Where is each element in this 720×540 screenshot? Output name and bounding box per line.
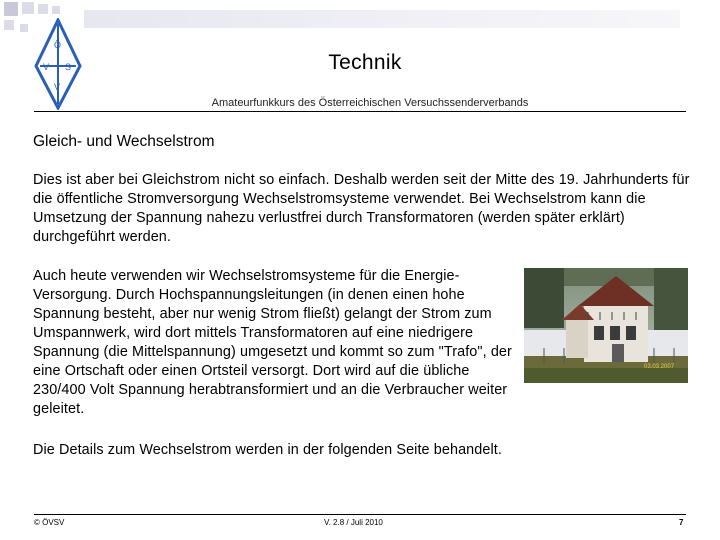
paragraph-supply: Auch heute verwenden wir Wechselstromsysteme für die Energie-Versorgung. Durch Hochspannungsleitungen (in denen einen hohe Spannung besteht, aber nur wenig Strom fließt) gelangt der Strom zum Umspannwerk, wird dort mittels Transformatoren auf eine niedrigere Spannung (die Mittelspannung) umgesetzt und kommt so zum "Trafo", der eine Ortschaft oder einen Ortsteil versorgt. Dort wird auf die übliche 230/400 Volt Spannung herabtransformiert und an die Verbraucher weiter geleitet. [33,268,512,417]
section-heading: Gleich- und Wechselstrom [33,133,215,150]
svg-text:03.03.2007: 03.03.2007 [644,364,675,370]
header-decoration [0,0,720,40]
footer-version: V. 2.8 / Juli 2010 [324,518,383,527]
svg-text:S: S [65,62,72,72]
footer-copyright: © ÖVSV [34,518,65,527]
page-title: Technik [328,51,402,74]
svg-text:V: V [43,62,50,72]
footer-divider [34,514,686,515]
page-subtitle: Amateurfunkkurs des Österreichischen Versuchssenderverbands [211,97,529,109]
paragraph-details: Die Details zum Wechselstrom werden in der folgenden Seite behandelt. [33,442,502,458]
header-divider [34,111,686,112]
ovsv-logo [34,18,82,110]
paragraph-intro: Dies ist aber bei Gleichstrom nicht so einfach. Deshalb werden seit der Mitte des 19. Jahrhunderts für die öffentliche Stromversorgung Wechselstromsysteme verwendet. Bei Wechselstrom kann die Umsetzung der Spannung nahezu verlustfrei durch Transformatoren (werden später erklärt) durchgeführt werden. [33,172,690,245]
transformer-station-photo [524,268,688,383]
svg-text:V: V [54,82,61,92]
page-number: 7 [679,518,684,527]
svg-text:Ö: Ö [54,40,62,50]
